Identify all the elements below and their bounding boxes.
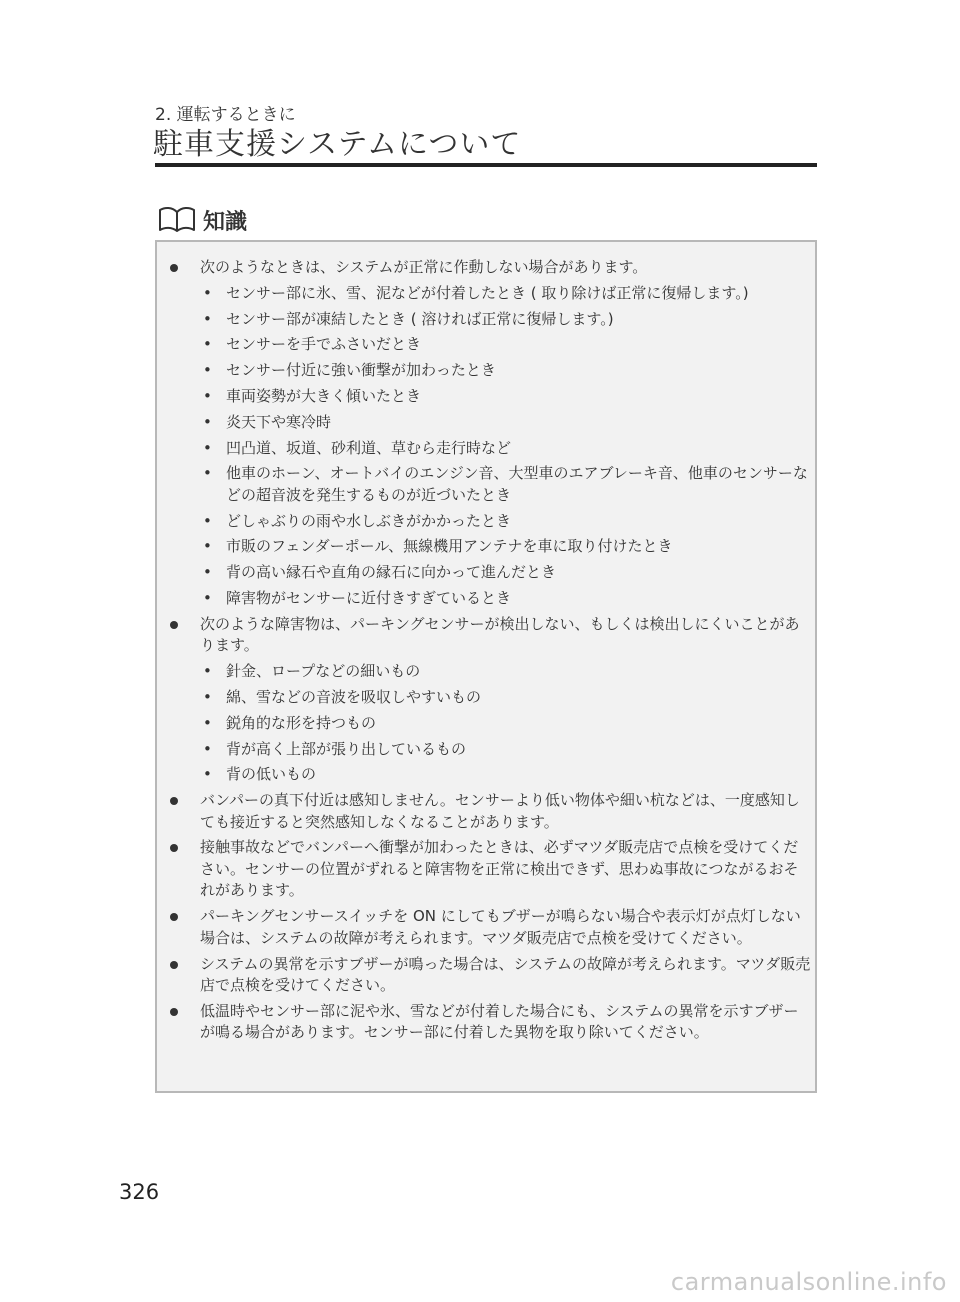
- bullet-icon: [170, 913, 178, 921]
- sub-list-item: [200, 687, 812, 709]
- knowledge-header: [157, 203, 247, 237]
- knowledge-title: 知識: [203, 209, 248, 235]
- sub-list-item: [200, 309, 812, 331]
- list-item-text: 低温時やセンサー部に泥や氷、雪などが付着した場合にも、システムの異常を示すブザーが鳴る場合があります。センサー部に付着した異物を取り除いてください。: [200, 1001, 799, 1042]
- sub-list-item-text: 市販のフェンダーポール、無線機用アンテナを車に取り付けたとき: [226, 537, 673, 556]
- sub-list-item-text: センサー付近に強い衝撃が加わったとき: [226, 361, 496, 380]
- sub-list-item: [200, 536, 812, 558]
- sub-list-item: [200, 588, 812, 610]
- sub-list-item: [200, 412, 812, 434]
- sub-bullet-icon: •: [203, 739, 212, 758]
- sub-bullet-icon: •: [203, 713, 212, 732]
- sub-list-item-text: センサー部が凍結したとき ( 溶ければ正常に復帰します。): [226, 309, 614, 328]
- list-item-text: パーキングセンサースイッチを ON にしてもブザーが鳴らない場合や表示灯が点灯しない場合は、システムの故障が考えられます。マツダ販売店で点検を受けてください。: [200, 907, 801, 947]
- list-item: [168, 257, 812, 610]
- sub-bullet-icon: •: [203, 438, 212, 457]
- bullet-icon: [170, 797, 178, 805]
- sub-bullet-icon: •: [203, 687, 212, 706]
- sub-list-item-text: 背の低いもの: [226, 765, 317, 784]
- sub-list-item: [200, 562, 812, 584]
- sub-list-item-text: 背の高い縁石や直角の縁石に向かって進んだとき: [226, 563, 557, 582]
- sub-list: [200, 661, 812, 786]
- sub-bullet-icon: •: [203, 662, 212, 681]
- sub-bullet-icon: •: [203, 412, 212, 431]
- sub-list: [200, 283, 812, 610]
- sub-bullet-icon: •: [203, 511, 212, 530]
- bullet-icon: [170, 621, 178, 629]
- sub-bullet-icon: •: [203, 361, 212, 380]
- list-item-text: バンパーの真下付近は感知しません。センサーより低い物体や細い杭などは、一度感知しても接近すると突然感知しなくなることがあります。: [200, 791, 800, 831]
- list-item: [168, 1001, 812, 1044]
- sub-bullet-icon: •: [203, 386, 212, 405]
- sub-bullet-icon: •: [203, 537, 212, 556]
- page-number: 326: [119, 1180, 160, 1204]
- sub-list-item-text: 障害物がセンサーに近付きすぎているとき: [226, 589, 512, 608]
- sub-list-item: [200, 661, 812, 683]
- sub-list-item: [200, 511, 812, 533]
- sub-list-item-text: センサーを手でふさいだとき: [226, 335, 422, 354]
- sub-bullet-icon: •: [203, 464, 212, 483]
- list-item-text: 次のような障害物は、パーキングセンサーが検出しない、もしくは検出しにくいことがあります。: [200, 614, 800, 655]
- sub-bullet-icon: •: [203, 283, 212, 302]
- sub-list-item-text: どしゃぶりの雨や水しぶきがかかったとき: [226, 511, 512, 530]
- sub-list-item: [200, 360, 812, 382]
- sub-list-item-text: センサー部に氷、雪、泥などが付着したとき ( 取り除けば正常に復帰します。): [226, 283, 749, 302]
- sub-list-item-text: 炎天下や寒冷時: [226, 412, 332, 431]
- sub-list-item: [200, 438, 812, 460]
- sub-bullet-icon: •: [203, 589, 212, 608]
- sub-list-item-text: 鋭角的な形を持つもの: [226, 713, 377, 732]
- sub-list-item: [200, 764, 812, 786]
- book-icon: [157, 206, 197, 234]
- page-title: 駐車支援システムについて: [153, 127, 522, 162]
- sub-list-item-text: 背が高く上部が張り出しているもの: [226, 739, 467, 758]
- list-item-text: 次のようなときは、システムが正常に作動しない場合があります。: [200, 258, 648, 276]
- sub-list-item-text: 車両姿勢が大きく傾いたとき: [226, 386, 422, 405]
- sub-list-item-text: 他車のホーン、オートバイのエンジン音、大型車のエアブレーキ音、他車のセンサーなどの超音波を発生するものが近づいたとき: [226, 464, 808, 504]
- sub-list-item: [200, 463, 812, 506]
- section-label: 2. 運転するときに: [155, 105, 296, 125]
- sub-bullet-icon: •: [203, 765, 212, 784]
- sub-bullet-icon: •: [203, 309, 212, 328]
- list-item: [168, 906, 812, 949]
- sub-list-item-text: 針金、ロープなどの細いもの: [226, 662, 421, 681]
- list-item-text: 接触事故などでバンパーへ衝撃が加わったときは、必ずマツダ販売店で点検を受けてください。センサーの位置がずれると障害物を正常に検出できず、思わぬ事故につながるおそれがあります。: [200, 838, 799, 900]
- sub-list-item: [200, 386, 812, 408]
- sub-bullet-icon: •: [203, 563, 212, 582]
- sub-list-item-text: 凹凸道、坂道、砂利道、草むら走行時など: [226, 438, 512, 457]
- list-item: [168, 954, 812, 997]
- bullet-icon: [170, 844, 178, 852]
- bullet-icon: [170, 961, 178, 969]
- sub-list-item: [200, 713, 812, 735]
- heading-divider: [155, 163, 817, 167]
- sub-list-item: [200, 283, 812, 305]
- list-item-text: システムの異常を示すブザーが鳴った場合は、システムの故障が考えられます。マツダ販売店で点検を受けてください。: [200, 954, 811, 995]
- bullet-icon: [170, 1008, 178, 1016]
- sub-list-item-text: 綿、雪などの音波を吸収しやすいもの: [226, 687, 482, 706]
- bullet-icon: [170, 264, 178, 272]
- item-list: [168, 257, 812, 1048]
- list-item: [168, 837, 812, 902]
- list-item: [168, 614, 812, 786]
- sub-list-item: [200, 334, 812, 356]
- list-item: [168, 790, 812, 833]
- sub-list-item: [200, 739, 812, 761]
- watermark: carmanualsonline.info: [670, 1268, 947, 1296]
- sub-bullet-icon: •: [203, 335, 212, 354]
